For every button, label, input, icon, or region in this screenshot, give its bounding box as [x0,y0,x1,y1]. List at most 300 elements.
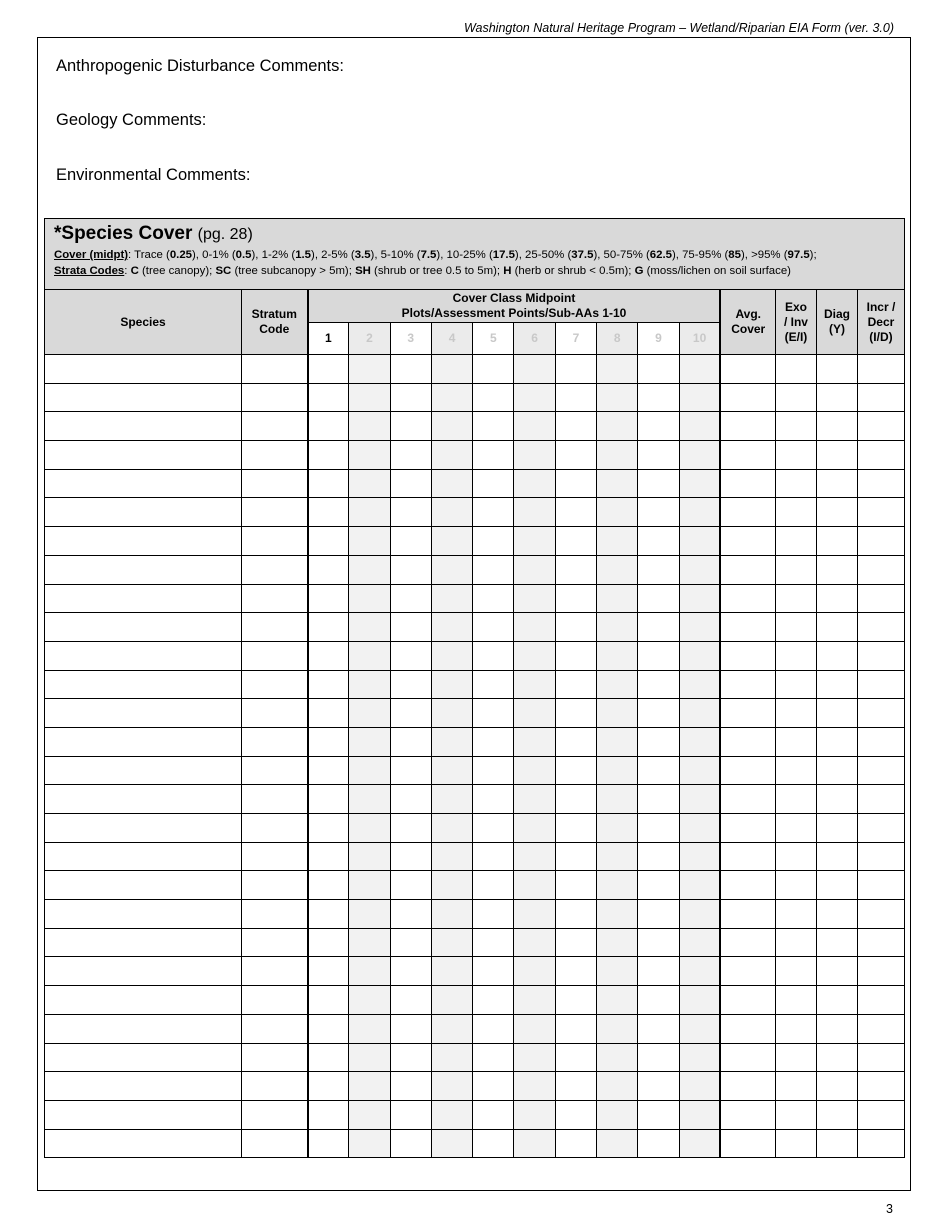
plot-cell[interactable] [597,383,638,412]
plot-cell[interactable] [638,900,679,929]
avg-cover-cell[interactable] [720,1014,775,1043]
diag-cell[interactable] [816,527,857,556]
incr-decr-cell[interactable] [857,469,904,498]
diag-cell[interactable] [816,842,857,871]
plot-cell[interactable] [473,584,514,613]
plot-cell[interactable] [349,814,390,843]
plot-cell[interactable] [597,814,638,843]
stratum-cell[interactable] [242,412,308,441]
plot-cell[interactable] [555,871,596,900]
exo-inv-cell[interactable] [775,469,816,498]
plot-cell[interactable] [473,871,514,900]
plot-cell[interactable] [679,555,720,584]
plot-cell[interactable] [555,785,596,814]
stratum-cell[interactable] [242,871,308,900]
plot-cell[interactable] [555,842,596,871]
plot-cell[interactable] [390,1129,431,1158]
plot-cell[interactable] [473,613,514,642]
plot-cell[interactable] [349,383,390,412]
avg-cover-cell[interactable] [720,613,775,642]
stratum-cell[interactable] [242,641,308,670]
incr-decr-cell[interactable] [857,498,904,527]
plot-cell[interactable] [473,1072,514,1101]
stratum-cell[interactable] [242,383,308,412]
plot-cell[interactable] [473,469,514,498]
plot-cell[interactable] [431,498,472,527]
exo-inv-cell[interactable] [775,1043,816,1072]
plot-cell[interactable] [431,928,472,957]
plot-cell[interactable] [349,498,390,527]
avg-cover-cell[interactable] [720,928,775,957]
plot-cell[interactable] [514,527,555,556]
plot-cell[interactable] [390,871,431,900]
plot-cell[interactable] [473,900,514,929]
plot-cell[interactable] [308,842,349,871]
stratum-cell[interactable] [242,814,308,843]
incr-decr-cell[interactable] [857,699,904,728]
species-cell[interactable] [45,584,242,613]
plot-cell[interactable] [638,584,679,613]
plot-cell[interactable] [308,355,349,384]
incr-decr-cell[interactable] [857,1100,904,1129]
plot-cell[interactable] [390,498,431,527]
plot-cell[interactable] [555,641,596,670]
exo-inv-cell[interactable] [775,584,816,613]
exo-inv-cell[interactable] [775,441,816,470]
plot-cell[interactable] [349,1014,390,1043]
plot-cell[interactable] [349,957,390,986]
exo-inv-cell[interactable] [775,527,816,556]
exo-inv-cell[interactable] [775,727,816,756]
incr-decr-cell[interactable] [857,928,904,957]
plot-cell[interactable] [555,498,596,527]
species-cell[interactable] [45,871,242,900]
plot-cell[interactable] [514,957,555,986]
plot-cell[interactable] [308,555,349,584]
exo-inv-cell[interactable] [775,355,816,384]
stratum-cell[interactable] [242,441,308,470]
plot-cell[interactable] [308,613,349,642]
plot-cell[interactable] [597,900,638,929]
plot-cell[interactable] [431,527,472,556]
plot-cell[interactable] [679,900,720,929]
plot-cell[interactable] [390,900,431,929]
plot-cell[interactable] [308,900,349,929]
species-cell[interactable] [45,900,242,929]
plot-cell[interactable] [638,355,679,384]
plot-cell[interactable] [597,756,638,785]
plot-cell[interactable] [555,1129,596,1158]
incr-decr-cell[interactable] [857,584,904,613]
plot-cell[interactable] [597,1072,638,1101]
plot-cell[interactable] [431,957,472,986]
plot-cell[interactable] [679,498,720,527]
plot-cell[interactable] [638,1129,679,1158]
avg-cover-cell[interactable] [720,699,775,728]
plot-cell[interactable] [431,871,472,900]
plot-cell[interactable] [473,986,514,1015]
plot-cell[interactable] [308,412,349,441]
plot-cell[interactable] [473,355,514,384]
plot-cell[interactable] [638,814,679,843]
diag-cell[interactable] [816,498,857,527]
plot-cell[interactable] [390,785,431,814]
incr-decr-cell[interactable] [857,670,904,699]
plot-cell[interactable] [638,555,679,584]
plot-cell[interactable] [390,928,431,957]
plot-cell[interactable] [390,986,431,1015]
diag-cell[interactable] [816,957,857,986]
avg-cover-cell[interactable] [720,900,775,929]
plot-cell[interactable] [349,412,390,441]
plot-cell[interactable] [431,383,472,412]
plot-cell[interactable] [638,699,679,728]
exo-inv-cell[interactable] [775,1014,816,1043]
plot-cell[interactable] [514,670,555,699]
avg-cover-cell[interactable] [720,1043,775,1072]
plot-cell[interactable] [349,584,390,613]
plot-cell[interactable] [679,727,720,756]
plot-cell[interactable] [473,498,514,527]
stratum-cell[interactable] [242,498,308,527]
diag-cell[interactable] [816,1100,857,1129]
avg-cover-cell[interactable] [720,641,775,670]
plot-cell[interactable] [597,1100,638,1129]
plot-cell[interactable] [555,527,596,556]
exo-inv-cell[interactable] [775,785,816,814]
plot-cell[interactable] [431,900,472,929]
incr-decr-cell[interactable] [857,1129,904,1158]
exo-inv-cell[interactable] [775,900,816,929]
stratum-cell[interactable] [242,1100,308,1129]
plot-cell[interactable] [514,441,555,470]
diag-cell[interactable] [816,871,857,900]
plot-cell[interactable] [638,727,679,756]
plot-cell[interactable] [514,469,555,498]
diag-cell[interactable] [816,584,857,613]
plot-cell[interactable] [390,1043,431,1072]
plot-cell[interactable] [679,383,720,412]
plot-cell[interactable] [514,756,555,785]
plot-cell[interactable] [638,1100,679,1129]
plot-cell[interactable] [431,699,472,728]
plot-cell[interactable] [514,1014,555,1043]
stratum-cell[interactable] [242,928,308,957]
avg-cover-cell[interactable] [720,957,775,986]
plot-cell[interactable] [679,1129,720,1158]
plot-cell[interactable] [349,555,390,584]
plot-cell[interactable] [349,842,390,871]
plot-cell[interactable] [308,1043,349,1072]
plot-cell[interactable] [514,1100,555,1129]
plot-cell[interactable] [597,527,638,556]
plot-cell[interactable] [597,613,638,642]
plot-cell[interactable] [597,727,638,756]
avg-cover-cell[interactable] [720,785,775,814]
plot-cell[interactable] [597,1129,638,1158]
plot-cell[interactable] [514,1072,555,1101]
species-cell[interactable] [45,670,242,699]
plot-cell[interactable] [308,1100,349,1129]
plot-cell[interactable] [308,670,349,699]
plot-cell[interactable] [431,1072,472,1101]
plot-cell[interactable] [555,727,596,756]
species-cell[interactable] [45,1072,242,1101]
plot-cell[interactable] [473,412,514,441]
plot-cell[interactable] [308,871,349,900]
avg-cover-cell[interactable] [720,814,775,843]
plot-cell[interactable] [514,498,555,527]
plot-cell[interactable] [555,986,596,1015]
diag-cell[interactable] [816,383,857,412]
diag-cell[interactable] [816,756,857,785]
plot-cell[interactable] [555,441,596,470]
plot-cell[interactable] [597,555,638,584]
plot-cell[interactable] [473,842,514,871]
plot-cell[interactable] [679,355,720,384]
plot-cell[interactable] [349,986,390,1015]
plot-cell[interactable] [390,412,431,441]
stratum-cell[interactable] [242,785,308,814]
plot-cell[interactable] [555,584,596,613]
incr-decr-cell[interactable] [857,527,904,556]
plot-cell[interactable] [349,670,390,699]
plot-cell[interactable] [390,814,431,843]
plot-cell[interactable] [679,1014,720,1043]
incr-decr-cell[interactable] [857,842,904,871]
plot-cell[interactable] [473,814,514,843]
species-cell[interactable] [45,613,242,642]
plot-cell[interactable] [555,355,596,384]
plot-cell[interactable] [514,699,555,728]
plot-cell[interactable] [514,928,555,957]
stratum-cell[interactable] [242,1043,308,1072]
plot-cell[interactable] [679,527,720,556]
avg-cover-cell[interactable] [720,555,775,584]
exo-inv-cell[interactable] [775,613,816,642]
plot-cell[interactable] [308,785,349,814]
plot-cell[interactable] [308,814,349,843]
plot-cell[interactable] [390,670,431,699]
exo-inv-cell[interactable] [775,498,816,527]
diag-cell[interactable] [816,1129,857,1158]
plot-cell[interactable] [390,1100,431,1129]
species-cell[interactable] [45,355,242,384]
plot-cell[interactable] [679,412,720,441]
plot-cell[interactable] [597,842,638,871]
incr-decr-cell[interactable] [857,555,904,584]
species-cell[interactable] [45,555,242,584]
diag-cell[interactable] [816,469,857,498]
stratum-cell[interactable] [242,613,308,642]
exo-inv-cell[interactable] [775,641,816,670]
plot-cell[interactable] [390,699,431,728]
plot-cell[interactable] [431,1100,472,1129]
incr-decr-cell[interactable] [857,957,904,986]
plot-cell[interactable] [679,756,720,785]
plot-cell[interactable] [431,1129,472,1158]
plot-cell[interactable] [431,727,472,756]
plot-cell[interactable] [555,383,596,412]
plot-cell[interactable] [390,613,431,642]
plot-cell[interactable] [308,1072,349,1101]
plot-cell[interactable] [514,727,555,756]
incr-decr-cell[interactable] [857,727,904,756]
plot-cell[interactable] [679,957,720,986]
diag-cell[interactable] [816,814,857,843]
plot-cell[interactable] [431,441,472,470]
incr-decr-cell[interactable] [857,1014,904,1043]
plot-cell[interactable] [597,871,638,900]
diag-cell[interactable] [816,641,857,670]
plot-cell[interactable] [679,986,720,1015]
exo-inv-cell[interactable] [775,1129,816,1158]
plot-cell[interactable] [679,699,720,728]
plot-cell[interactable] [597,986,638,1015]
diag-cell[interactable] [816,1014,857,1043]
plot-cell[interactable] [679,613,720,642]
plot-cell[interactable] [473,1043,514,1072]
plot-cell[interactable] [390,555,431,584]
plot-cell[interactable] [473,1100,514,1129]
avg-cover-cell[interactable] [720,441,775,470]
plot-cell[interactable] [514,412,555,441]
diag-cell[interactable] [816,727,857,756]
plot-cell[interactable] [555,928,596,957]
incr-decr-cell[interactable] [857,871,904,900]
plot-cell[interactable] [473,727,514,756]
plot-cell[interactable] [555,756,596,785]
plot-cell[interactable] [473,1129,514,1158]
plot-cell[interactable] [308,1014,349,1043]
exo-inv-cell[interactable] [775,1100,816,1129]
diag-cell[interactable] [816,412,857,441]
plot-cell[interactable] [638,527,679,556]
plot-cell[interactable] [597,355,638,384]
stratum-cell[interactable] [242,699,308,728]
species-cell[interactable] [45,469,242,498]
plot-cell[interactable] [308,957,349,986]
diag-cell[interactable] [816,441,857,470]
plot-cell[interactable] [390,957,431,986]
avg-cover-cell[interactable] [720,670,775,699]
stratum-cell[interactable] [242,670,308,699]
exo-inv-cell[interactable] [775,699,816,728]
incr-decr-cell[interactable] [857,785,904,814]
plot-cell[interactable] [473,441,514,470]
diag-cell[interactable] [816,900,857,929]
plot-cell[interactable] [431,469,472,498]
plot-cell[interactable] [514,355,555,384]
stratum-cell[interactable] [242,900,308,929]
exo-inv-cell[interactable] [775,555,816,584]
plot-cell[interactable] [431,814,472,843]
incr-decr-cell[interactable] [857,355,904,384]
plot-cell[interactable] [555,1043,596,1072]
plot-cell[interactable] [679,785,720,814]
plot-cell[interactable] [514,871,555,900]
plot-cell[interactable] [638,842,679,871]
exo-inv-cell[interactable] [775,1072,816,1101]
plot-cell[interactable] [679,1100,720,1129]
stratum-cell[interactable] [242,756,308,785]
diag-cell[interactable] [816,613,857,642]
incr-decr-cell[interactable] [857,641,904,670]
incr-decr-cell[interactable] [857,412,904,441]
plot-cell[interactable] [349,756,390,785]
plot-cell[interactable] [349,527,390,556]
plot-cell[interactable] [514,842,555,871]
plot-cell[interactable] [349,613,390,642]
plot-cell[interactable] [638,412,679,441]
plot-cell[interactable] [431,1014,472,1043]
incr-decr-cell[interactable] [857,613,904,642]
stratum-cell[interactable] [242,469,308,498]
plot-cell[interactable] [473,1014,514,1043]
species-cell[interactable] [45,756,242,785]
plot-cell[interactable] [638,498,679,527]
incr-decr-cell[interactable] [857,986,904,1015]
plot-cell[interactable] [555,900,596,929]
plot-cell[interactable] [555,412,596,441]
plot-cell[interactable] [349,1043,390,1072]
plot-cell[interactable] [308,527,349,556]
plot-cell[interactable] [638,1014,679,1043]
plot-cell[interactable] [349,699,390,728]
diag-cell[interactable] [816,1072,857,1101]
plot-cell[interactable] [431,641,472,670]
plot-cell[interactable] [514,383,555,412]
plot-cell[interactable] [431,1043,472,1072]
plot-cell[interactable] [390,383,431,412]
plot-cell[interactable] [308,383,349,412]
avg-cover-cell[interactable] [720,842,775,871]
exo-inv-cell[interactable] [775,957,816,986]
plot-cell[interactable] [349,727,390,756]
plot-cell[interactable] [431,785,472,814]
species-cell[interactable] [45,1129,242,1158]
plot-cell[interactable] [349,469,390,498]
plot-cell[interactable] [555,1100,596,1129]
avg-cover-cell[interactable] [720,1100,775,1129]
species-cell[interactable] [45,383,242,412]
plot-cell[interactable] [514,613,555,642]
plot-cell[interactable] [597,1043,638,1072]
species-cell[interactable] [45,498,242,527]
plot-cell[interactable] [308,441,349,470]
plot-cell[interactable] [308,469,349,498]
plot-cell[interactable] [555,814,596,843]
plot-cell[interactable] [597,641,638,670]
plot-cell[interactable] [473,383,514,412]
avg-cover-cell[interactable] [720,527,775,556]
plot-cell[interactable] [473,756,514,785]
species-cell[interactable] [45,842,242,871]
plot-cell[interactable] [679,1072,720,1101]
plot-cell[interactable] [473,928,514,957]
plot-cell[interactable] [431,584,472,613]
plot-cell[interactable] [597,441,638,470]
plot-cell[interactable] [390,355,431,384]
plot-cell[interactable] [638,613,679,642]
plot-cell[interactable] [390,527,431,556]
stratum-cell[interactable] [242,555,308,584]
plot-cell[interactable] [431,355,472,384]
species-cell[interactable] [45,1100,242,1129]
plot-cell[interactable] [597,957,638,986]
species-cell[interactable] [45,441,242,470]
plot-cell[interactable] [597,670,638,699]
